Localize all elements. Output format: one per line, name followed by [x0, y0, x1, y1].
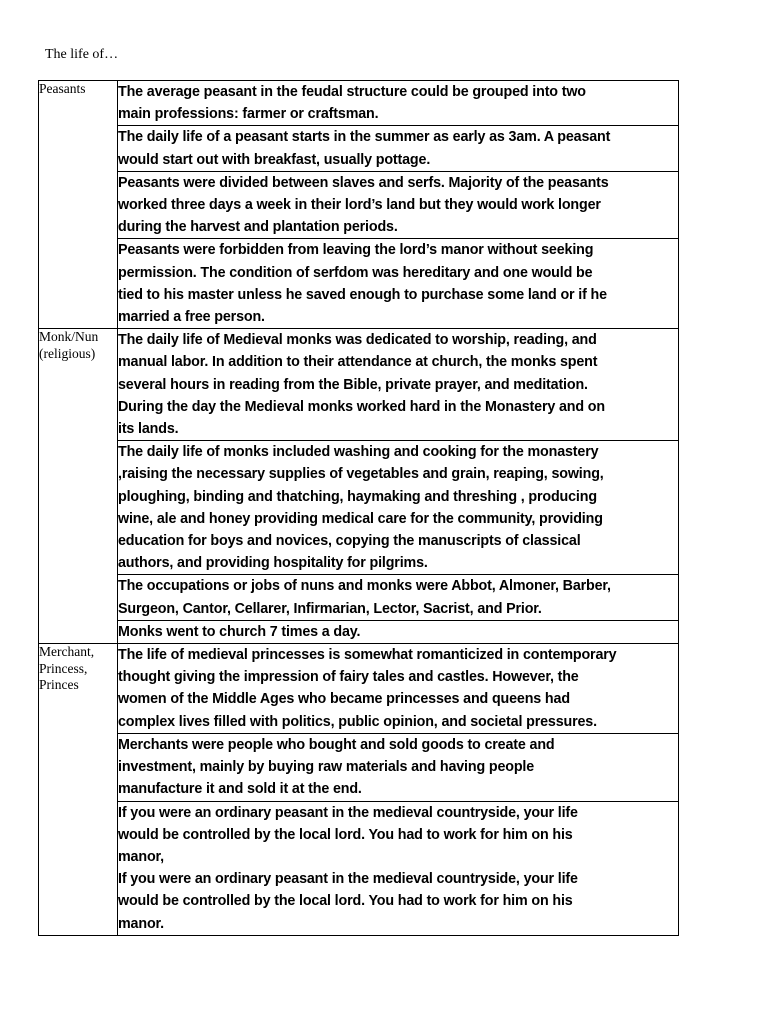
- entry-cell: [118, 644, 679, 734]
- entry-text-line: would be controlled by the local lord. You had to work for him on his: [118, 826, 573, 843]
- entry-text-line: The occupations or jobs of nuns and monks were Abbot, Almoner, Barber,: [118, 578, 611, 595]
- entry-text-line: ,raising the necessary supplies of vegetables and grain, reaping, sowing,: [118, 466, 604, 483]
- entry-cell: [118, 620, 679, 643]
- entry-text-line: The daily life of monks included washing and cooking for the monastery: [118, 444, 599, 461]
- entry-text-line: Peasants were divided between slaves and serfs. Majority of the peasants: [118, 174, 609, 191]
- entry-text-line: married a free person.: [118, 309, 265, 326]
- table-row: [39, 81, 679, 126]
- entry-cell: [118, 801, 679, 935]
- entry-text-line: women of the Middle Ages who became princesses and queens had: [118, 691, 570, 708]
- table-row: [39, 733, 679, 801]
- table-row: [39, 171, 679, 239]
- category-cell: [39, 329, 118, 644]
- entry-text-line: tied to his master unless he saved enough to purchase some land or if he: [118, 286, 607, 303]
- entry-text-line: Surgeon, Cantor, Cellarer, Infirmarian, Lector, Sacrist, and Prior.: [118, 600, 542, 617]
- table-row: [39, 575, 679, 620]
- entry-text-line: would start out with breakfast, usually pottage.: [118, 151, 431, 168]
- entry-text-line: manor.: [118, 915, 164, 932]
- table-body: [39, 81, 679, 936]
- entry-text-line: during the harvest and plantation periods.: [118, 219, 398, 236]
- entry-cell: [118, 441, 679, 575]
- category-label: Princess,: [39, 660, 88, 676]
- entry-text-line: Monks went to church 7 times a day.: [118, 623, 361, 640]
- entry-cell: [118, 733, 679, 801]
- entry-text-line: investment, mainly by buying raw materials and having people: [118, 759, 535, 776]
- entry-text-line: Merchants were people who bought and sold goods to create and: [118, 736, 555, 753]
- entry-text-line: thought giving the impression of fairy tales and castles. However, the: [118, 669, 579, 686]
- category-label: Monk/Nun: [39, 329, 99, 345]
- entry-text-line: several hours in reading from the Bible, private prayer, and meditation.: [118, 376, 588, 393]
- entry-text-line: The life of medieval princesses is somewhat romanticized in contemporary: [118, 647, 617, 664]
- entry-text-line: During the day the Medieval monks worked hard in the Monastery and on: [118, 398, 605, 415]
- entry-text-line: manor,: [118, 848, 164, 865]
- entry-text-line: main professions: farmer or craftsman.: [118, 106, 379, 123]
- entry-text-line: manufacture it and sold it at the end.: [118, 781, 362, 798]
- entry-text-line: Peasants were forbidden from leaving the lord’s manor without seeking: [118, 242, 594, 259]
- category-cell: [39, 81, 118, 329]
- entry-text-line: The daily life of a peasant starts in the summer as early as 3am. A peasant: [118, 129, 611, 146]
- table-row: [39, 329, 679, 441]
- entry-cell: [118, 171, 679, 239]
- entry-text-line: permission. The condition of serfdom was hereditary and one would be: [118, 264, 593, 281]
- entry-cell: [118, 239, 679, 329]
- table-row: [39, 644, 679, 734]
- table-row: [39, 801, 679, 935]
- entry-text-line: authors, and providing hospitality for pilgrims.: [118, 555, 428, 572]
- entry-cell: [118, 575, 679, 620]
- entry-text-line: The average peasant in the feudal structure could be grouped into two: [118, 84, 586, 100]
- table-row: [39, 441, 679, 575]
- entry-text-line: ploughing, binding and thatching, haymaking and threshing , producing: [118, 488, 597, 505]
- document-title: The life of…: [45, 47, 119, 62]
- entry-cell: [118, 81, 679, 126]
- entry-text-line: education for boys and novices, copying the manuscripts of classical: [118, 533, 581, 550]
- category-label: (religious): [39, 345, 96, 361]
- entry-text-line: complex lives filled with politics, public opinion, and societal pressures.: [118, 713, 597, 730]
- table-row: [39, 126, 679, 171]
- category-label: Peasants: [39, 81, 86, 96]
- entry-text-line: The daily life of Medieval monks was dedicated to worship, reading, and: [118, 332, 597, 349]
- table-row: [39, 239, 679, 329]
- life-table: [38, 80, 679, 936]
- entry-text-line: wine, ale and honey providing medical care for the community, providing: [118, 510, 603, 527]
- entry-text-line: manual labor. In addition to their attendance at church, the monks spent: [118, 354, 598, 371]
- entry-text-line: If you were an ordinary peasant in the medieval countryside, your life: [118, 871, 578, 888]
- entry-cell: [118, 126, 679, 171]
- category-label: Merchant,: [39, 644, 95, 660]
- entry-text-line: If you were an ordinary peasant in the medieval countryside, your life: [118, 804, 578, 821]
- entry-text-line: its lands.: [118, 421, 179, 438]
- category-cell: [39, 644, 118, 936]
- entry-text-line: would be controlled by the local lord. You had to work for him on his: [118, 893, 573, 910]
- entry-text-line: worked three days a week in their lord’s land but they would work longer: [118, 197, 601, 214]
- category-label: Princes: [39, 677, 79, 693]
- table-row: [39, 620, 679, 643]
- entry-cell: [118, 329, 679, 441]
